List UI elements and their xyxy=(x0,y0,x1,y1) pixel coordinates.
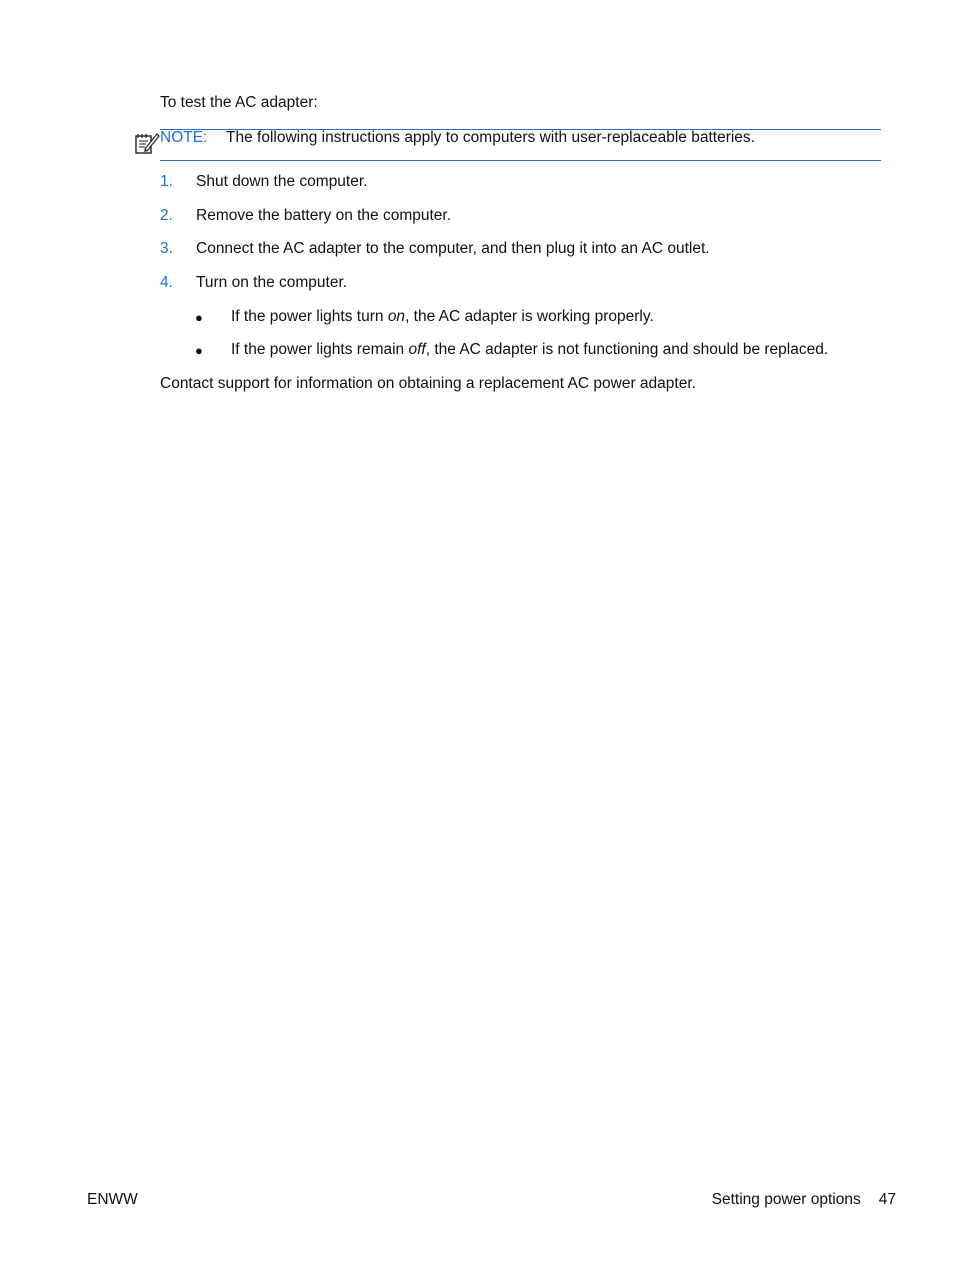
step-text: Shut down the computer. xyxy=(196,173,368,190)
footer-section-title: Setting power options xyxy=(711,1191,861,1208)
note-text: The following instructions apply to computers with user-replaceable batteries. xyxy=(226,129,755,146)
bullet-text xyxy=(231,308,654,326)
note-pencil-icon xyxy=(133,130,161,156)
intro-text: To test the AC adapter: xyxy=(160,94,318,111)
step-number: 1. xyxy=(160,173,173,190)
bullet-text-emphasis: off xyxy=(408,341,426,358)
note-label: NOTE: xyxy=(160,129,208,146)
bullet-text-emphasis: on xyxy=(387,308,406,325)
bullet-text-after: , the AC adapter is not functioning and should be replaced. xyxy=(425,341,829,358)
bullet-text-before: If the power lights remain xyxy=(231,341,409,358)
step-text: Turn on the computer. xyxy=(196,274,348,291)
step-number: 2. xyxy=(160,207,173,224)
bullet-text-after: , the AC adapter is working properly. xyxy=(405,308,654,325)
contact-text: Contact support for information on obtaining a replacement AC power adapter. xyxy=(160,375,696,392)
bullet-text-before: If the power lights turn xyxy=(231,308,388,325)
bullet-text xyxy=(231,341,828,359)
step-text: Remove the battery on the computer. xyxy=(196,207,452,224)
step-number: 4. xyxy=(160,274,173,291)
step-number: 3. xyxy=(160,240,173,257)
step-text: Connect the AC adapter to the computer, and then plug it into an AC outlet. xyxy=(196,240,710,257)
footer-left-label: ENWW xyxy=(87,1191,138,1208)
note-bottom-rule xyxy=(160,160,881,161)
page-number: 47 xyxy=(878,1191,896,1208)
bullet-symbol: ● xyxy=(195,343,203,358)
footer-right xyxy=(712,1191,896,1209)
bullet-symbol: ● xyxy=(195,310,203,325)
